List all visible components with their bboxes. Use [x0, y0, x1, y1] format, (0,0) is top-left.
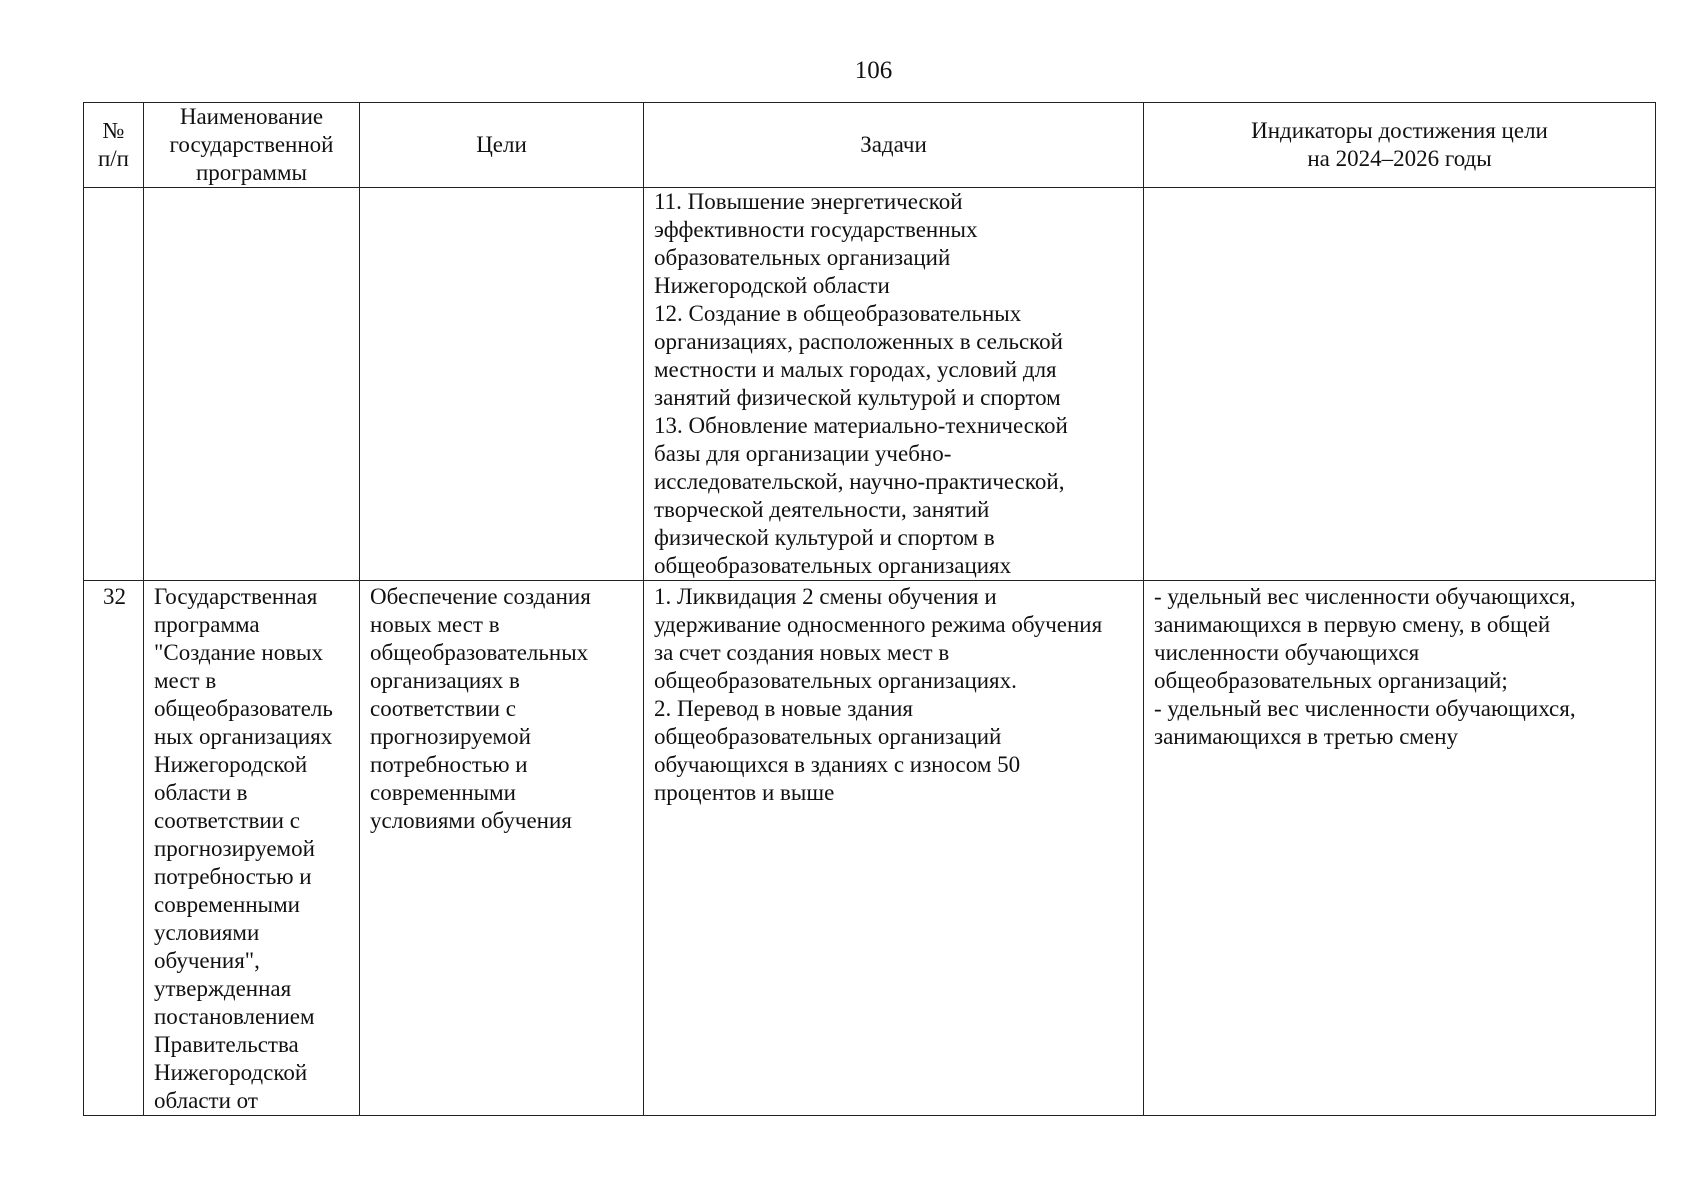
text-line: общеобразовательных организаций	[654, 724, 1002, 749]
cell-num: 32	[84, 581, 144, 1116]
text-line: Цели	[476, 132, 527, 157]
text-line: общеобразовательных организациях	[654, 553, 1012, 578]
text-line: - удельный вес численности обучающихся,	[1154, 696, 1576, 721]
programs-table	[83, 102, 1656, 1116]
text-line: организациях, расположенных в сельской	[654, 329, 1063, 354]
cell-goals	[360, 188, 644, 581]
text-line: 2. Перевод в новые здания	[654, 696, 913, 721]
text-line: занимающихся в первую смену, в общей	[1154, 612, 1551, 637]
text-line: Индикаторы достижения цели	[1251, 118, 1548, 143]
text-line: Нижегородской	[154, 752, 308, 777]
text-line: образовательных организаций	[654, 245, 951, 270]
text-line: условиями	[154, 920, 260, 945]
text-line: потребностью и	[370, 752, 528, 777]
header-indicators	[1144, 103, 1656, 188]
table-row	[84, 581, 1656, 1116]
text-line: п/п	[97, 146, 129, 171]
text-line: "Создание новых	[154, 640, 324, 665]
text-line: 13. Обновление материально-технической	[654, 413, 1068, 438]
text-line: современными	[370, 780, 516, 805]
text-line: 12. Создание в общеобразовательных	[654, 301, 1022, 326]
text-line: общеобразовательных организациях.	[654, 668, 1017, 693]
text-line: обучения",	[154, 948, 260, 973]
text-line: общеобразователь	[154, 696, 333, 721]
header-tasks	[644, 103, 1144, 188]
text-line: за счет создания новых мест в	[654, 640, 950, 665]
text-line: общеобразовательных	[370, 640, 589, 665]
text-line: обучающихся в зданиях с износом 50	[654, 752, 1021, 777]
text-line: занимающихся в третью смену	[1154, 724, 1458, 749]
cell-num	[84, 188, 144, 581]
text-line: государственной	[169, 132, 334, 157]
cell-tasks	[644, 188, 1144, 581]
text-line: Правительства	[154, 1032, 299, 1057]
cell-program-name	[144, 188, 360, 581]
text-line: современными	[154, 892, 300, 917]
text-line: новых мест в	[370, 612, 500, 637]
text-line: общеобразовательных организаций;	[1154, 668, 1508, 693]
cell-goals	[360, 581, 644, 1116]
table-header-row	[84, 103, 1656, 188]
text-line: занятий физической культурой и спортом	[654, 385, 1061, 410]
header-num	[84, 103, 144, 188]
text-line: Нижегородской области	[654, 273, 890, 298]
text-line: ных организациях	[154, 724, 333, 749]
text-line: потребностью и	[154, 864, 312, 889]
text-line: области в	[154, 780, 248, 805]
text-line: программы	[195, 160, 307, 185]
text-line: процентов и выше	[654, 780, 835, 805]
text-line: Наименование	[179, 104, 324, 129]
text-line: базы для организации учебно-	[654, 441, 952, 466]
text-line: соответствии с	[154, 808, 300, 833]
cell-indicators	[1144, 188, 1656, 581]
text-line: 11. Повышение энергетической	[654, 189, 963, 214]
text-line: области от	[154, 1088, 258, 1113]
cell-tasks	[644, 581, 1144, 1116]
page-number: 106	[854, 57, 893, 84]
text-line: соответствии с	[370, 696, 516, 721]
table-row	[84, 188, 1656, 581]
text-line: утвержденная	[154, 976, 292, 1001]
text-line: программа	[154, 612, 260, 637]
header-goals	[360, 103, 644, 188]
text-line: 1. Ликвидация 2 смены обучения и	[654, 584, 997, 609]
text-line: Задачи	[860, 132, 927, 157]
text-line: исследовательской, научно-практической,	[654, 469, 1065, 494]
text-line: - удельный вес численности обучающихся,	[1154, 584, 1576, 609]
text-line: творческой деятельности, занятий	[654, 497, 990, 522]
cell-program-name	[144, 581, 360, 1116]
text-line: численности обучающихся	[1154, 640, 1420, 665]
text-line: эффективности государственных	[654, 217, 978, 242]
text-line: физической культурой и спортом в	[654, 525, 995, 550]
text-line: мест в	[154, 668, 217, 693]
text-line: Обеспечение создания	[370, 584, 591, 609]
text-line: Государственная	[154, 584, 318, 609]
text-line: прогнозируемой	[154, 836, 315, 861]
header-program-name	[144, 103, 360, 188]
text-line: на 2024–2026 годы	[1307, 146, 1492, 171]
text-line: удерживание односменного режима обучения	[654, 612, 1103, 637]
text-line: местности и малых городах, условий для	[654, 357, 1057, 382]
text-line: прогнозируемой	[370, 724, 531, 749]
text-line: Нижегородской	[154, 1060, 308, 1085]
cell-indicators	[1144, 581, 1656, 1116]
text-line: постановлением	[154, 1004, 315, 1029]
text-line: условиями обучения	[370, 808, 572, 833]
text-line: №	[102, 118, 125, 143]
text-line: организациях в	[370, 668, 520, 693]
